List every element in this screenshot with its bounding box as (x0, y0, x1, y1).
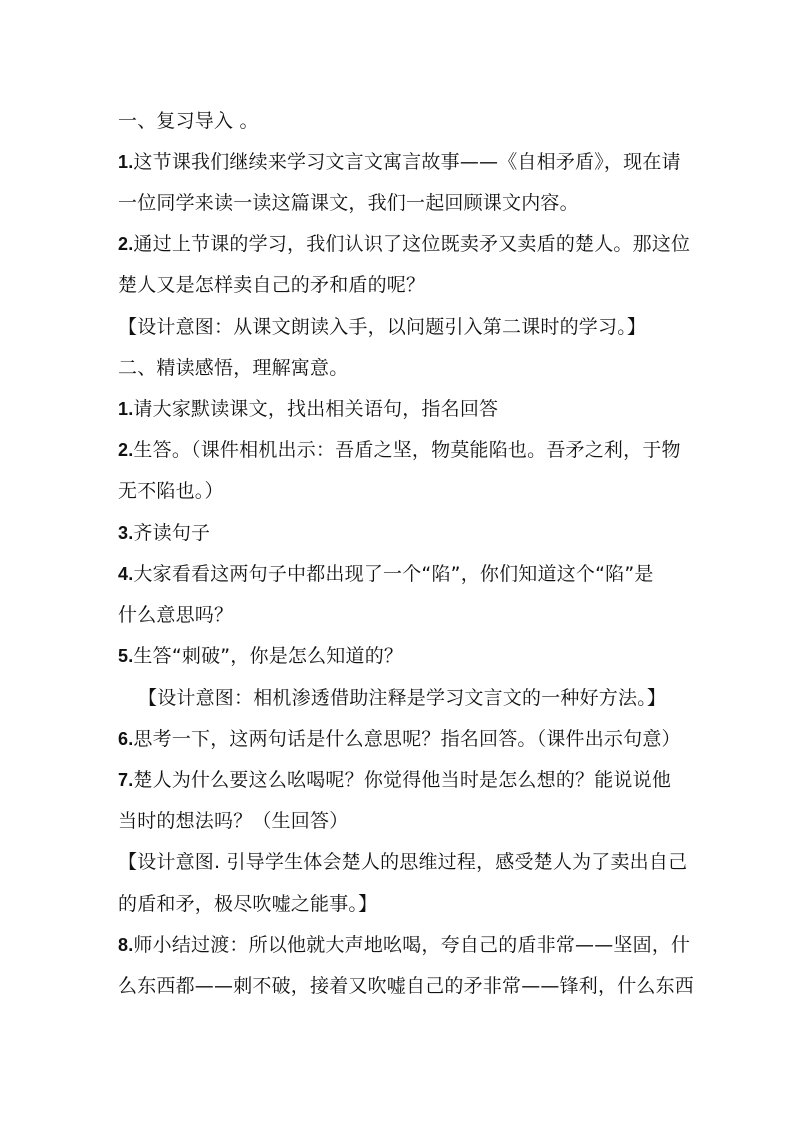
paragraph-line: 6.思考一下，这两句话是什么意思呢？指名回答。（课件出示句意） (118, 728, 681, 750)
paragraph-line: 3.齐读句子 (118, 522, 211, 544)
paragraph-line: 么东西都——刺不破，接着又吹嘘自己的矛非常——锋利，什么东西 (118, 975, 695, 997)
design-intent-note: 的盾和矛，极尽吹嘘之能事。】 (118, 893, 378, 915)
paragraph-line: 2.生答。（课件相机出示：吾盾之坚，物莫能陷也。吾矛之利，于物 (118, 439, 681, 461)
paragraph-line: 1.请大家默读课文，找出相关语句，指名回答 (118, 398, 499, 420)
design-intent-note: 【设计意图. 引导学生体会楚人的思维过程，感受楚人为了卖出自己 (118, 851, 688, 873)
design-intent-note: 【设计意图：从课文朗读入手，以问题引入第二课时的学习。】 (118, 316, 647, 338)
paragraph-line: 7.楚人为什么要这么吆喝呢？你觉得他当时是怎么想的？能说说他 (118, 769, 672, 791)
paragraph-line: 2.通过上节课的学习，我们认识了这位既卖矛又卖盾的楚人。那这位 (118, 233, 691, 255)
paragraph-line: 1.这节课我们继续来学习文言文寓言故事——《自相矛盾》，现在请 (118, 151, 681, 173)
paragraph-line: 无不陷也。） (118, 480, 224, 502)
paragraph-line: 一位同学来读一读这篇课文，我们一起回顾课文内容。 (118, 192, 579, 214)
paragraph-line: 4.大家看看这两句子中都出现了一个“陷”，你们知道这个“陷”是 (118, 563, 654, 585)
paragraph-line: 当时的想法吗？（生回答） (118, 810, 349, 832)
paragraph-line: 什么意思吗？ (118, 604, 234, 626)
section-heading-reading: 二、精读感悟，理解寓意。 (118, 357, 349, 379)
paragraph-line: 8.师小结过渡：所以他就大声地吆喝，夸自己的盾非常——坚固，什 (118, 934, 691, 956)
paragraph-line: 楚人又是怎样卖自己的矛和盾的呢？ (118, 274, 426, 296)
paragraph-line: 5.生答“刺破”，你是怎么知道的？ (118, 645, 404, 667)
section-heading-review: 一、复习导入 。 (118, 110, 259, 132)
design-intent-note: 【设计意图：相机渗透借助注释是学习文言文的一种好方法。】 (138, 687, 667, 709)
